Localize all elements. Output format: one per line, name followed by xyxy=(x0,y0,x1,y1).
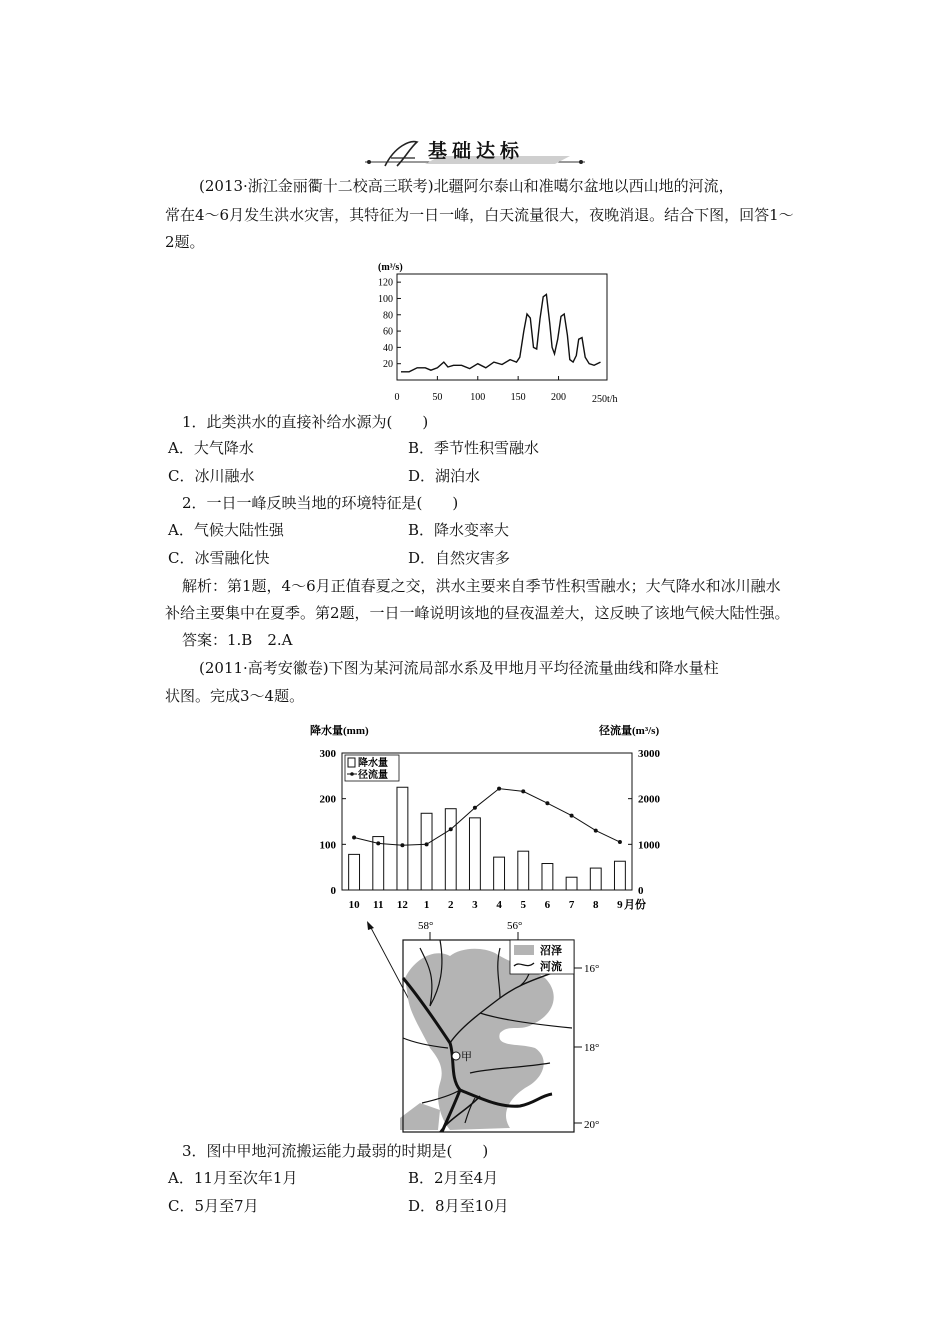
runoff-point xyxy=(618,840,622,844)
runoff-point xyxy=(425,842,429,846)
discharge-chart xyxy=(360,256,630,408)
runoff-point xyxy=(570,814,574,818)
chart2-month-label: 5 xyxy=(520,899,526,911)
legend-line-label: 径流量 xyxy=(358,770,388,781)
precip-bar xyxy=(518,851,529,890)
precip-bar xyxy=(614,861,625,890)
runoff-point xyxy=(545,801,549,805)
chart2-left-tick-label: 0 xyxy=(330,885,336,897)
runoff-point xyxy=(521,789,525,793)
precip-bar xyxy=(349,854,360,890)
runoff-point xyxy=(352,835,356,839)
swamp-area-2 xyxy=(400,1103,440,1130)
chart2-right-tick-label: 0 xyxy=(638,885,644,897)
intro1-line2: 常在4～6月发生洪水灾害，其特征为一日一峰，白天流量很大，夜晚消退。结合下图，回答1～ xyxy=(165,206,794,224)
chart1-xtick-label: 0 xyxy=(394,392,400,403)
chart2-month-label: 1 xyxy=(423,899,430,911)
intro1-line1: (2013·浙江金丽衢十二校高三联考)北疆阿尔泰山和准噶尔盆地以西山地的河流， xyxy=(199,177,734,195)
chart2-month-label: 2 xyxy=(448,899,454,911)
q2-option-a[interactable]: A．气候大陆性强 xyxy=(168,521,284,539)
q1-option-d[interactable]: D．湖泊水 xyxy=(408,467,481,485)
runoff-point xyxy=(473,806,477,810)
q3-option-c[interactable]: C．5月至7月 xyxy=(168,1197,259,1215)
legend-river-label: 河流 xyxy=(540,961,562,973)
lat-label-20: 20° xyxy=(584,1119,600,1131)
legend-swamp-swatch xyxy=(514,945,534,955)
q1-option-c[interactable]: C．冰川融水 xyxy=(168,467,255,485)
precip-bar xyxy=(590,868,601,890)
chart1-y-unit: (m³/s) xyxy=(378,262,403,273)
runoff-point xyxy=(449,827,453,831)
chart2-month-label: 10 xyxy=(348,899,360,911)
chart1-ytick-label: 100 xyxy=(378,293,393,305)
runoff-line xyxy=(354,789,620,846)
river-map xyxy=(360,918,620,1140)
q2-option-c[interactable]: C．冰雪融化快 xyxy=(168,549,270,567)
q2-stem: 2．一日一峰反映当地的环境特征是( ) xyxy=(182,494,459,512)
chart2-left-tick-label: 100 xyxy=(319,839,336,852)
runoff-point xyxy=(497,787,501,791)
chart2-month-label: 9 xyxy=(617,899,623,911)
runoff-point xyxy=(376,841,380,845)
q2-option-d[interactable]: D．自然灾害多 xyxy=(408,549,511,567)
chart1-xtick-label: 150 xyxy=(510,392,526,403)
chart1-ytick-label: 20 xyxy=(383,359,393,371)
precip-bar xyxy=(469,818,480,890)
runoff-point xyxy=(594,829,598,833)
chart2-month-label: 12 xyxy=(396,899,408,911)
intro1-line3: 2题。 xyxy=(165,233,205,251)
q3-option-b[interactable]: B．2月至4月 xyxy=(408,1169,499,1187)
precip-runoff-chart xyxy=(305,718,675,918)
precip-bar xyxy=(397,787,408,890)
q3-option-a[interactable]: A．11月至次年1月 xyxy=(168,1169,298,1187)
chart2-right-tick-label: 1000 xyxy=(638,839,660,852)
chart2-left-tick-label: 300 xyxy=(319,748,336,760)
q1-option-b[interactable]: B．季节性积雪融水 xyxy=(408,439,540,457)
chart1-ytick-label: 60 xyxy=(383,326,393,338)
chart2-legend xyxy=(345,755,399,781)
chart2-month-label: 4 xyxy=(496,899,502,911)
legend-line-swatch xyxy=(350,772,354,776)
chart2-month-label: 6 xyxy=(544,899,551,911)
q1-stem: 1．此类洪水的直接补给水源为( ) xyxy=(182,413,429,431)
lon-label-58: 58° xyxy=(418,920,434,932)
lat-label-18: 18° xyxy=(584,1042,600,1054)
chart1-ytick-label: 80 xyxy=(383,310,393,322)
lat-label-16: 16° xyxy=(584,963,600,975)
chart2-month-label: 11 xyxy=(373,899,384,911)
q1-option-a[interactable]: A．大气降水 xyxy=(168,439,254,457)
precip-bar xyxy=(421,813,432,890)
place-jia-marker xyxy=(452,1052,460,1060)
precip-bar xyxy=(494,857,505,890)
analysis-line2: 补给主要集中在夏季。第2题，一日一峰说明该地的昼夜温差大，这反映了该地气候大陆性强。 xyxy=(165,604,790,622)
section-title: 基础达标 xyxy=(428,140,525,162)
map-legend xyxy=(510,940,574,974)
chart1-xtick-label: 50 xyxy=(432,392,443,403)
chart1-xtick-label: 200 xyxy=(551,392,567,403)
precip-bar xyxy=(445,809,456,890)
chart2-month-label: 8 xyxy=(593,899,599,911)
chart1-ytick-label: 40 xyxy=(383,342,393,354)
precip-bar xyxy=(566,877,577,890)
chart2-month-label: 3 xyxy=(472,899,478,911)
place-jia-label: 甲 xyxy=(461,1051,472,1063)
chart2-x-unit: 月份 xyxy=(624,899,646,911)
chart2-right-title: 径流量(m³/s) xyxy=(599,725,660,737)
legend-swamp-label: 沼泽 xyxy=(540,945,562,957)
chart2-left-title: 降水量(mm) xyxy=(310,725,369,737)
chart1-x-unit: 250t/h xyxy=(592,394,618,405)
intro2-line2: 状图。完成3～4题。 xyxy=(165,687,305,705)
chart1-ytick-label: 120 xyxy=(378,277,393,289)
analysis-line1: 解析：第1题，4～6月正值春夏之交，洪水主要来自季节性积雪融水；大气降水和冰川融水 xyxy=(182,577,781,595)
precip-bar xyxy=(542,864,553,890)
legend-bar-swatch xyxy=(348,758,355,767)
chart2-right-tick-label: 3000 xyxy=(638,748,660,760)
chart2-right-tick-label: 2000 xyxy=(638,793,660,806)
chart1-xtick-label: 100 xyxy=(470,392,486,403)
q3-stem: 3．图中甲地河流搬运能力最弱的时期是( ) xyxy=(182,1142,489,1160)
lon-label-56: 56° xyxy=(507,920,523,932)
legend-bar-label: 降水量 xyxy=(358,758,388,769)
q2-option-b[interactable]: B．降水变率大 xyxy=(408,521,510,539)
chart2-month-label: 7 xyxy=(568,899,575,911)
intro2-line1: (2011·高考安徽卷)下图为某河流局部水系及甲地月平均径流量曲线和降水量柱 xyxy=(199,659,719,677)
runoff-point xyxy=(400,843,404,847)
q3-option-d[interactable]: D．8月至10月 xyxy=(408,1197,509,1215)
answer-text: 答案：1.B 2.A xyxy=(182,631,293,649)
discharge-line xyxy=(401,294,601,371)
chart2-left-tick-label: 200 xyxy=(319,793,336,806)
